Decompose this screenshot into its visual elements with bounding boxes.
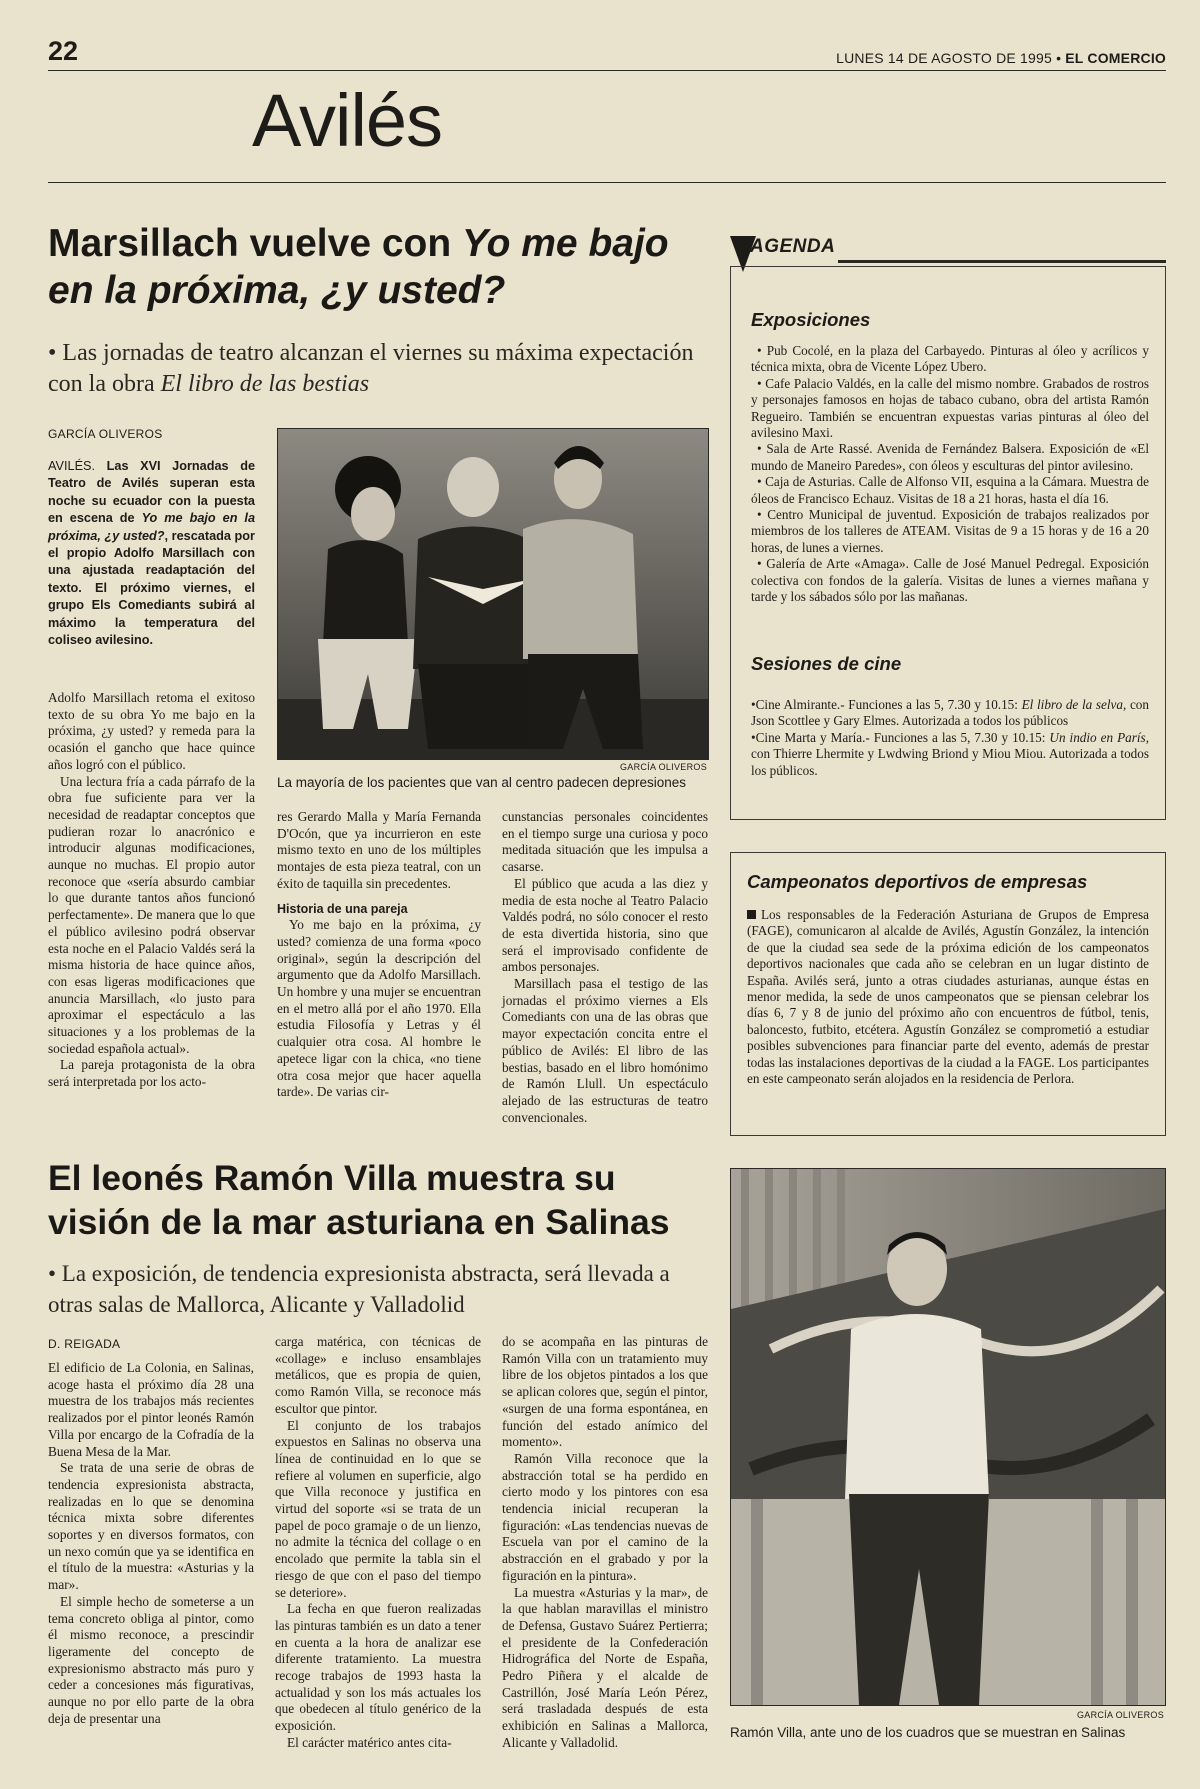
paragraph: El carácter matérico antes cita- bbox=[287, 1734, 452, 1750]
list-item bbox=[751, 730, 1149, 779]
newspaper-name: EL COMERCIO bbox=[1065, 50, 1166, 66]
deportes-text: Los responsables de la Federación Asturiana de Grupos de Empresa (FAGE), comunicaron al alcalde de Avilés, Agustín González, la intención de que la ciudad sea sede de la próxima edición de los campeonatos deportivos nacionales que cada año se celebran en un lugar distinto de España. Avilés será, junto a otras ciudades asturianas, aunque éstas en menor medida, la sede de unos campeonatos que se piensan celebrar los días 6, 7 y 8 de junio del próximo año con encuentros de fútbol, tenis, baloncesto, futbito, etcétera. Agustín González se comprometió a estudiar posibles subvenciones para financiar parte del evento, además de prestar todas las instalaciones deportivas de la ciudad a la FAGE. Los participantes en este campeonato serán alojados en la residencia de Perlora. bbox=[747, 907, 1149, 1087]
article1-photo bbox=[277, 428, 709, 760]
paragraph: La fecha en que fueron realizadas las pinturas también es un dato a tener en cuenta a la hora de analizar ese diferente tratamiento. La muestra recoge trabajos de 1993 hasta la actualidad y son los más actuales los que obedecen al título genérico de la exposición. bbox=[275, 1601, 481, 1734]
paragraph: El público que acuda a las diez y media de esta noche al Teatro Palacio Valdés podrá, no sólo conocer el resto de esta divertida historia, sino que será el improvisado confidente de ambos personajes. bbox=[502, 875, 708, 975]
deck-title-part: El libro de las bestias bbox=[160, 371, 370, 397]
issue-date: LUNES 14 DE AGOSTO DE 1995 bbox=[836, 50, 1052, 66]
article2-deck: • La exposición, de tendencia expresionista abstracta, será llevada a otras salas de Mallorca, Alicante y Valladolid bbox=[48, 1261, 670, 1317]
deportes-body bbox=[747, 907, 1149, 1087]
square-bullet-icon bbox=[747, 910, 756, 919]
exposiciones-title: Exposiciones bbox=[751, 309, 871, 330]
issue-date-line bbox=[836, 50, 1166, 66]
article1-photo-caption: La mayoría de los pacientes que van al centro padecen depresiones bbox=[277, 775, 687, 790]
article2-byline: D. REIGADA bbox=[48, 1337, 121, 1351]
cine-text: , con Json Scottlee y Gary Elmes. Autorizada a todos los públicos bbox=[751, 697, 1149, 729]
article1-lead bbox=[48, 458, 255, 649]
article2-column-1 bbox=[48, 1360, 254, 1727]
subheading: Historia de una pareja bbox=[277, 901, 408, 916]
lead-city: AVILÉS. bbox=[48, 459, 96, 473]
paragraph: res Gerardo Malla y María Fernanda D'Ocón, que ya incurrieron en este mismo texto en uno de los múltiples montajes de esta pieza teatral, con un éxito de taquilla sin precedentes. bbox=[277, 809, 481, 891]
paragraph: Se trata de una serie de obras de tendencia expresionista abstracta, realizadas en lo que se denomina técnica mixta sobre diferentes soportes y en diversos formatos, con un nexo común que ya se identifica en el título de la muestra: «Asturias y la mar». bbox=[48, 1460, 254, 1593]
paragraph: Una lectura fría a cada párrafo de la obra fue suficiente para ver la necesidad de readaptar conceptos que pudieran rozar lo anacrónico e introducir algunas modificaciones, aunque no muchas. El propio autor reconoce que «sería absurdo cambiar lo que durante tantos años funcionó perfectamente». De manera que lo que el público avilesino podrá observar esta noche en el Palacio Valdés será la misma historia de hace quince años, con esas ligeras modificaciones que anuncia Marsillach, «lo justo para aproximar el espectáculo a las situaciones y a los problemas de la sociedad española actual». bbox=[48, 773, 255, 1056]
lead-text: Las XVI Jornadas de Teatro de Avilés superan esta noche su ecuador con la puesta en escena de bbox=[48, 459, 256, 526]
paragraph: carga matérica, con técnicas de «collage» e incluso ensamblajes metálicos, que es propia de quien, como Ramón Villa, se reconoce más escultor que pintor. bbox=[275, 1334, 481, 1416]
date-bullet: • bbox=[1056, 50, 1062, 66]
article1-column-3 bbox=[502, 809, 708, 1126]
section-title: Avilés bbox=[252, 79, 443, 162]
list-item: • Pub Cocolé, en la plaza del Carbayedo. Pinturas al óleo y acrílicos y técnica mixta, obra de Vicente López Ubero. bbox=[751, 343, 1149, 375]
article1-headline bbox=[48, 220, 708, 314]
article2-photo-credit: GARCÍA OLIVEROS bbox=[1076, 1710, 1164, 1720]
deck-part: • Las jornadas de teatro alcanzan el viernes su máxima expectación con la obra bbox=[48, 340, 694, 397]
agenda-tag: AGENDA bbox=[750, 236, 836, 257]
film-title: Un indio en París bbox=[1049, 729, 1146, 745]
cine-list bbox=[751, 697, 1149, 779]
paragraph: do se acompaña en las pinturas de Ramón Villa con un tratamiento muy libre de los objetos pintados a los que se aplican colores que, según el pintor, «surgen de una forma espontánea, en función del estado anímico del momento». bbox=[502, 1334, 708, 1450]
article2-column-2 bbox=[275, 1334, 481, 1752]
list-item: • Sala de Arte Rassé. Avenida de Fernández Balsera. Exposición de «El mundo de Maneiro Paredes», con óleos y esculturas del pintor avilesino. bbox=[751, 441, 1149, 473]
article2-photo-caption: Ramón Villa, ante uno de los cuadros que se muestran en Salinas bbox=[730, 1725, 1126, 1740]
article1-byline: GARCÍA OLIVEROS bbox=[48, 427, 163, 441]
article1-deck bbox=[48, 338, 708, 400]
cine-text: •Cine Marta y María.- Funciones a las 5, 7.30 y 10.15: bbox=[751, 729, 1050, 745]
cine-title: Sesiones de cine bbox=[751, 653, 902, 674]
film-title: El libro de la selva bbox=[1021, 697, 1123, 712]
headline-title-part: Yo me bajo en la próxima, ¿y usted? bbox=[48, 222, 669, 312]
agenda-tag-bar bbox=[730, 236, 1166, 262]
deportes-title: Campeonatos deportivos de empresas bbox=[747, 871, 1088, 892]
article2-photo bbox=[730, 1168, 1166, 1706]
agenda-rule bbox=[838, 260, 1166, 263]
paragraph: El conjunto de los trabajos expuestos en Salinas no observa una línea de continuidad en lo que se refiere al volumen en superficie, algo que Villa reconoce y justifica en virtud del soporte «si se trata de un papel de poco gramaje o de un lienzo, no admite la técnica del collage o en encolado que permite la tabla sin el riesgo de que con el paso del tiempo se deteriore». bbox=[275, 1417, 481, 1600]
list-item: • Galería de Arte «Amaga». Calle de José Manuel Pedregal. Exposición colectiva con fondos de la galería. Visitas de lunes a viernes mañana y tarde y los sábados sólo por las mañanas. bbox=[751, 556, 1149, 605]
headline-part: Marsillach vuelve con bbox=[48, 222, 463, 265]
paragraph: La pareja protagonista de la obra será interpretada por los acto- bbox=[48, 1057, 255, 1090]
agenda-box bbox=[730, 266, 1166, 820]
article1-column-2 bbox=[277, 809, 481, 1101]
paragraph: El simple hecho de someterse a un tema concreto obliga al pintor, como él mismo reconoce, a prescindir ligeramente del concepto de expresionismo abstracto más puro y ceder a concesiones más figurativas, aunque no por ello parte de la obra deja de presentar una bbox=[48, 1593, 254, 1726]
list-item: • Caja de Asturias. Calle de Alfonso VII, esquina a la Cámara. Muestra de óleos de Francisco Echauz. Visitas de 18 a 21 horas, hasta el día 16. bbox=[751, 474, 1149, 506]
photo-three-people-reading bbox=[278, 429, 708, 759]
paragraph: El edificio de La Colonia, en Salinas, acoge hasta el próximo día 28 una muestra de los trabajos más recientes realizados por el pintor leonés Ramón Villa por encargo de la Cofradía de la Buena Mesa de la Mar. bbox=[48, 1360, 254, 1459]
article2-column-3 bbox=[502, 1334, 708, 1752]
list-item: • Centro Municipal de juventud. Exposición de trabajos realizados por miembros de los talleres de ATEAM. Visitas de 9 a 15 horas y de 16 a 20 horas, de lunes a viernes. bbox=[751, 507, 1149, 555]
paragraph: Adolfo Marsillach retoma el exitoso texto de su obra Yo me bajo en la próxima, ¿y usted? y remeda para la ocasión el gancho que hace quince años logró con el público. bbox=[48, 690, 255, 772]
article1-photo-credit: GARCÍA OLIVEROS bbox=[619, 762, 707, 772]
deportes-box bbox=[730, 852, 1166, 1136]
paragraph: Marsillach pasa el testigo de las jornadas el próximo viernes a Els Comediants con una de las obras que mayor expectación concita entre el público de Avilés: El libro de las bestias, basado en el libro homónimo de Ramón Llull. Un espectáculo alejado de las estructuras de teatro convencionales. bbox=[502, 976, 708, 1125]
photo-painter-before-painting bbox=[731, 1169, 1165, 1705]
list-item bbox=[751, 697, 1149, 730]
lead-text-end: , rescatada por el propio Adolfo Marsillach con una ajustada readaptación del texto. El próximo viernes, el grupo Els Comediants subirá al máximo la temperatura del coliseo avilesino. bbox=[48, 528, 255, 648]
paragraph: cunstancias personales coincidentes en el tiempo surge una curiosa y poco meditada situación que les impulsa a casarse. bbox=[502, 809, 708, 875]
cine-text: , con Thierre Lhermite y Lwdwing Briond y Miou Miou. Autorizada a todos los públicos. bbox=[751, 729, 1149, 778]
page-number: 22 bbox=[48, 36, 79, 66]
list-item: • Cafe Palacio Valdés, en la calle del mismo nombre. Grabados de rostros y personajes famosos en hojas de tabaco cubano, obra del artista Ramón Regueiro. También se encuentran expuestas varias pinturas al óleo del avilesino Maxi. bbox=[751, 375, 1149, 441]
paragraph: Yo me bajo en la próxima, ¿y usted? comienza de una forma «poco original», según la descripción del argumento que da Adolfo Marsillach. Un hombre y una mujer se encuentran en el metro allá por el año 1970. Ella estudia Filosofía y Letras y él cualquier otra cosa. Al hombre le apetece ligar con la chica, «no tiene otra cosa mejor que hacer aquella tarde». De varias cir- bbox=[277, 917, 481, 1100]
article1-column-1 bbox=[48, 690, 255, 1091]
article2-headline: El leonés Ramón Villa muestra su visión de la mar asturiana en Salinas bbox=[48, 1158, 670, 1242]
paragraph: La muestra «Asturias y la mar», de la que hablan maravillas el ministro de Defensa, Gustavo Suárez Pertierra; el presidente de la Confederación Hidrográfica del Norte de España, Pedro Piñera y el alcalde de Castrillón, José María León Pérez, será trasladada después de esta exhibición en Salinas a Mallorca, Alicante y Valladolid. bbox=[502, 1584, 708, 1750]
paragraph: Ramón Villa reconoce que la abstracción total se ha perdido en cierto modo y los pintores con esa tendencia inicial recuperan la figuración: «Las tendencias nuevas de Escuela van por el camino de la abstracción en el grabado y por la figuración en la pintura». bbox=[502, 1450, 708, 1583]
section-rule bbox=[48, 182, 1166, 183]
header-rule bbox=[48, 70, 1166, 71]
cine-text: •Cine Almirante.- Funciones a las 5, 7.30 y 10.15: bbox=[751, 697, 1022, 712]
lead-play-title: Yo me bajo en la próxima, ¿y usted? bbox=[48, 511, 255, 543]
exposiciones-list bbox=[751, 343, 1149, 606]
